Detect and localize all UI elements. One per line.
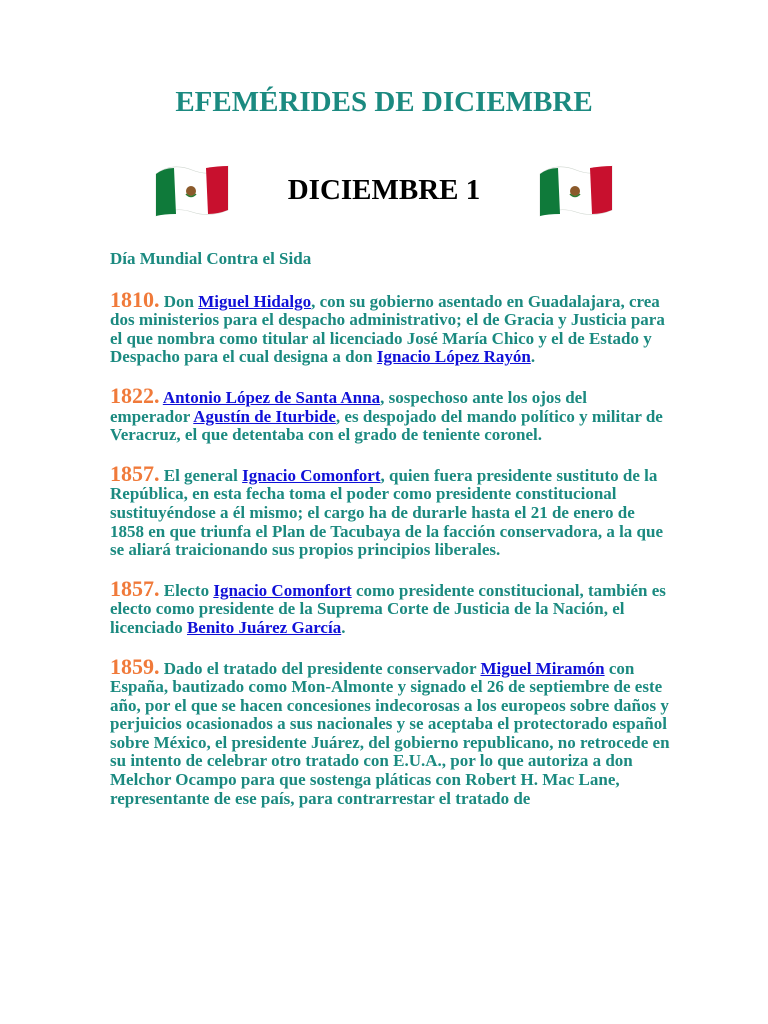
entry-text: Don — [159, 291, 199, 311]
entry-year: 1857. — [110, 460, 160, 486]
entry-paragraph — [110, 575, 670, 638]
entry-text: Electo — [159, 580, 214, 600]
entry-paragraph — [110, 460, 670, 560]
entry-paragraph — [110, 286, 670, 367]
entry-text: con España, bautizado como Mon-Almonte y signado el 26 de septiembre de este año, por el que se hacen concesiones indecorosas a los europeos sobre daños y perjuicios ocasionados a sus nacionales y se aceptaba el protectorado español sobre México, el presidente Juárez, del gobierno republicano, no retrocede en su intento de celebrar otro tratado con E.U.A., por lo que autoriza a don Melchor Ocampo para que sostenga pláticas con Robert H. Mac Lane, representante de ese país, para contrarrestar el tratado de — [110, 658, 670, 808]
entry-paragraph — [110, 653, 670, 809]
entry-paragraph — [110, 382, 670, 445]
entry-text: como presidente constitucional, también es electo como presidente de la Suprema Corte de Justicia de la Nación, el licenciado — [110, 580, 666, 637]
person-link[interactable]: Miguel Miramón — [480, 658, 605, 678]
entry-text: . — [341, 617, 346, 637]
page-title: EFEMÉRIDES DE DICIEMBRE — [175, 86, 593, 118]
person-link[interactable]: Agustín de Iturbide — [193, 406, 336, 426]
entry-text: , es despojado del mando político y militar de Veracruz, el que detentaba con el grado de teniente coronel. — [110, 406, 663, 445]
entry-text: , sospechoso ante los ojos del emperador — [110, 387, 587, 426]
person-link[interactable]: Miguel Hidalgo — [198, 291, 312, 311]
entry-year: 1822. — [110, 382, 160, 408]
mexican-flag-icon — [536, 160, 614, 218]
person-link[interactable]: Ignacio Comonfort — [242, 465, 381, 485]
person-link[interactable]: Antonio López de Santa Anna — [162, 387, 381, 407]
intro-line: Día Mundial Contra el Sida — [110, 249, 312, 268]
person-link[interactable]: Benito Juárez García — [186, 617, 342, 637]
entry-text: . — [530, 347, 536, 367]
entry-text: Dado el tratado del presidente conservador — [159, 658, 481, 678]
entry-year: 1857. — [110, 575, 160, 601]
person-link[interactable]: Ignacio López Rayón — [376, 347, 531, 367]
entry-text: , con su gobierno asentado en Guadalajara, crea dos ministerios para el despacho administrativo; el de Gracia y Justicia para el que nombra como titular al licenciado José María Chico y el de Estado y Despacho para el cual designa a don — [110, 291, 665, 367]
entry-text: El general — [159, 465, 243, 485]
content-body — [110, 250, 670, 828]
date-heading: DICIEMBRE 1 — [287, 174, 481, 206]
person-link[interactable]: Ignacio Comonfort — [213, 580, 352, 600]
entry-text: , quien fuera presidente sustituto de la República, en esta fecha toma el poder como presidente constitucional sustituyéndose a él mismo; el cargo ha de durarle hasta el 21 de enero de 1858 en que triunfa el Plan de Tacubaya de la facción conservadora, a la que se aliará traicionando sus propios principios liberales. — [110, 465, 663, 560]
entry-year: 1810. — [110, 286, 160, 312]
entry-year: 1859. — [110, 653, 160, 679]
